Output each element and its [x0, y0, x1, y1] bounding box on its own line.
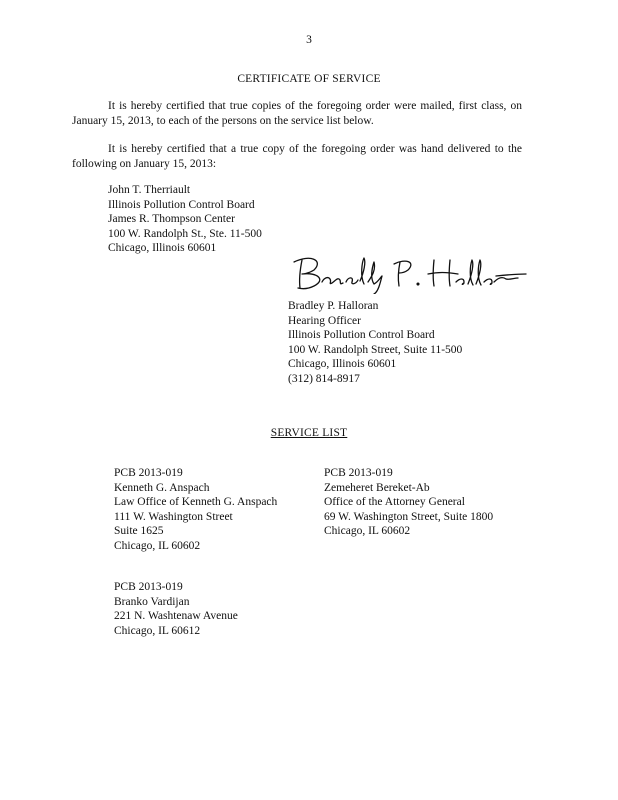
service-list-entry [324, 466, 493, 539]
case-number: PCB 2013-019 [324, 467, 393, 479]
signer-city: Chicago, Illinois 60601 [288, 358, 397, 370]
party-name: Zemeheret Bereket-Ab [324, 481, 430, 494]
signer-organization: Illinois Pollution Control Board [288, 329, 435, 341]
service-list-title [0, 426, 618, 441]
signer-street: 100 W. Randolph Street, Suite 11-500 [288, 343, 463, 356]
signer-phone: (312) 814-8917 [288, 372, 360, 385]
service-list-entry [114, 580, 238, 638]
recipient-city: Chicago, Illinois 60601 [108, 242, 217, 254]
recipient-street: 100 W. Randolph St., Ste. 11-500 [108, 227, 262, 240]
party-city: Chicago, IL 60612 [114, 624, 201, 637]
paragraph-mailed: It is hereby certified that true copies of the foregoing order were mailed, first class, on January 15, 2013, to each of the persons on the service list below. [72, 100, 522, 127]
service-list-entry [114, 466, 277, 553]
signer-name: Bradley P. Halloran [288, 300, 379, 312]
party-office: Law Office of Kenneth G. Anspach [114, 496, 278, 508]
recipient-address-block [108, 183, 262, 256]
recipient-building: James R. Thompson Center [108, 213, 235, 225]
certificate-title: CERTIFICATE OF SERVICE [237, 73, 381, 85]
party-street: 69 W. Washington Street, Suite 1800 [324, 510, 494, 523]
paragraph-hand-delivered: It is hereby certified that a true copy of the foregoing order was hand delivered to the following on January 15, 2013: [72, 143, 522, 170]
case-number: PCB 2013-019 [114, 581, 183, 593]
party-city: Chicago, IL 60602 [114, 539, 201, 552]
party-name: Branko Vardijan [114, 595, 190, 608]
party-name: Kenneth G. Anspach [114, 481, 210, 494]
handwritten-signature [288, 252, 528, 294]
party-suite: Suite 1625 [114, 525, 164, 537]
party-street: 111 W. Washington Street [114, 510, 233, 523]
party-office: Office of the Attorney General [324, 496, 465, 508]
party-city: Chicago, IL 60602 [324, 525, 411, 537]
signer-title: Hearing Officer [288, 314, 361, 327]
party-street: 221 N. Washtenaw Avenue [114, 610, 238, 622]
case-number: PCB 2013-019 [114, 467, 183, 479]
page-number: 3 [306, 34, 312, 46]
recipient-name: John T. Therriault [108, 184, 191, 196]
service-list-title-text: SERVICE LIST [270, 427, 348, 439]
signer-block [288, 299, 462, 386]
recipient-organization: Illinois Pollution Control Board [108, 198, 255, 211]
